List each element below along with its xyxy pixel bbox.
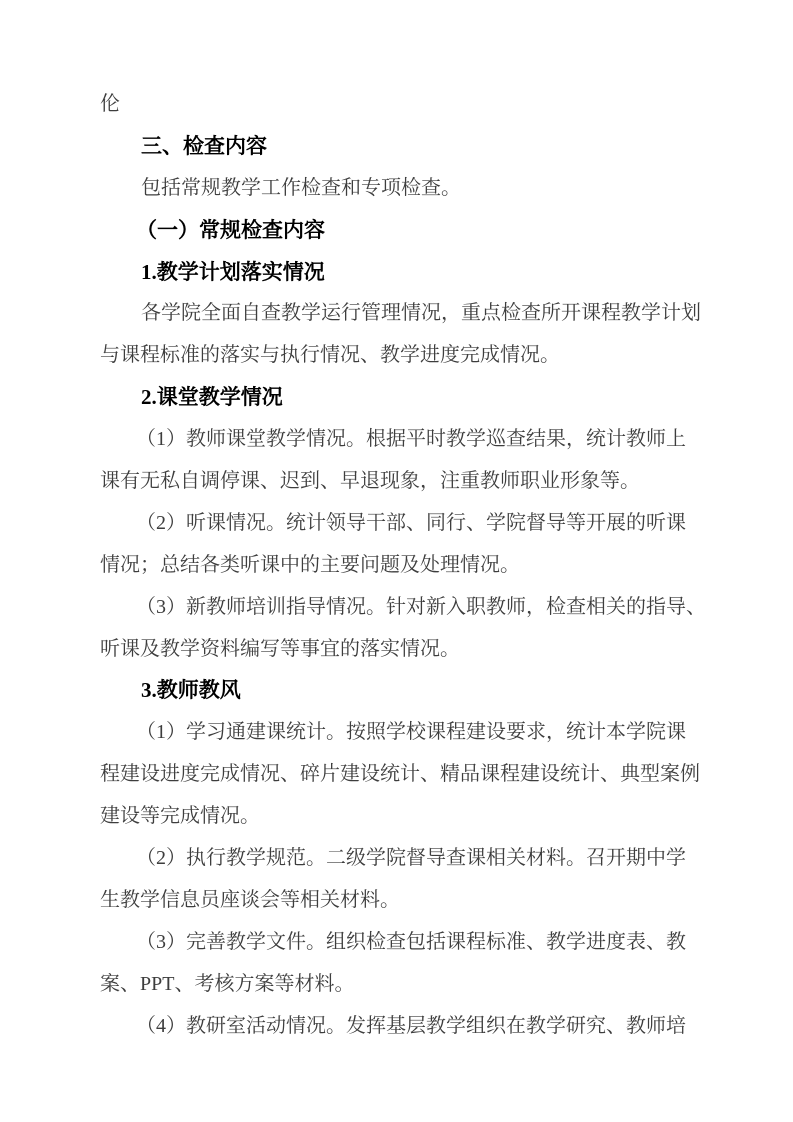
body-text-line: 与课程标准的落实与执行情况、教学进度完成情况。 <box>100 344 560 367</box>
body-text-line: 程建设进度完成情况、碎片建设统计、精品课程建设统计、典型案例 <box>100 763 700 786</box>
body-text-line: （3）新教师培训指导情况。针对新入职教师，检查相关的指导、 <box>136 595 706 618</box>
body-text-line: （2）听课情况。统计领导干部、同行、学院督导等开展的听课 <box>136 511 686 534</box>
heading-line: （一）常规检查内容 <box>136 217 325 242</box>
heading-line: 三、检查内容 <box>141 133 267 158</box>
body-text-line: （1）学习通建课统计。按照学校课程建设要求，统计本学院课 <box>136 721 686 744</box>
heading-line: 1.教学计划落实情况 <box>141 259 325 284</box>
body-text-line: （3）完善教学文件。组织检查包括课程标准、教学进度表、教 <box>136 930 686 953</box>
heading-line: 2.课堂教学情况 <box>141 385 283 410</box>
body-text-line: 课有无私自调停课、迟到、早退现象，注重教师职业形象等。 <box>100 470 640 493</box>
body-text-line: 各学院全面自查教学运行管理情况，重点检查所开课程教学计划 <box>141 302 701 325</box>
body-text-line: （2）执行教学规范。二级学院督导查课相关材料。召开期中学 <box>136 847 686 870</box>
body-text-line: 生教学信息员座谈会等相关材料。 <box>100 888 400 911</box>
body-text-line: （1）教师课堂教学情况。根据平时教学巡查结果，统计教师上 <box>136 428 686 451</box>
body-text-line: 包括常规教学工作检查和专项检查。 <box>141 176 461 199</box>
heading-line: 3.教师教风 <box>141 678 241 703</box>
body-text-line: 案、PPT、考核方案等材料。 <box>100 972 355 995</box>
body-text-line: （4）教研室活动情况。发挥基层教学组织在教学研究、教师培 <box>136 1014 686 1037</box>
body-text-line: 建设等完成情况。 <box>100 805 260 828</box>
body-text-line: 听课及教学资料编写等事宜的落实情况。 <box>100 637 460 660</box>
body-text-line: 伦 <box>100 93 120 115</box>
body-text-line: 情况；总结各类听课中的主要问题及处理情况。 <box>100 553 520 576</box>
